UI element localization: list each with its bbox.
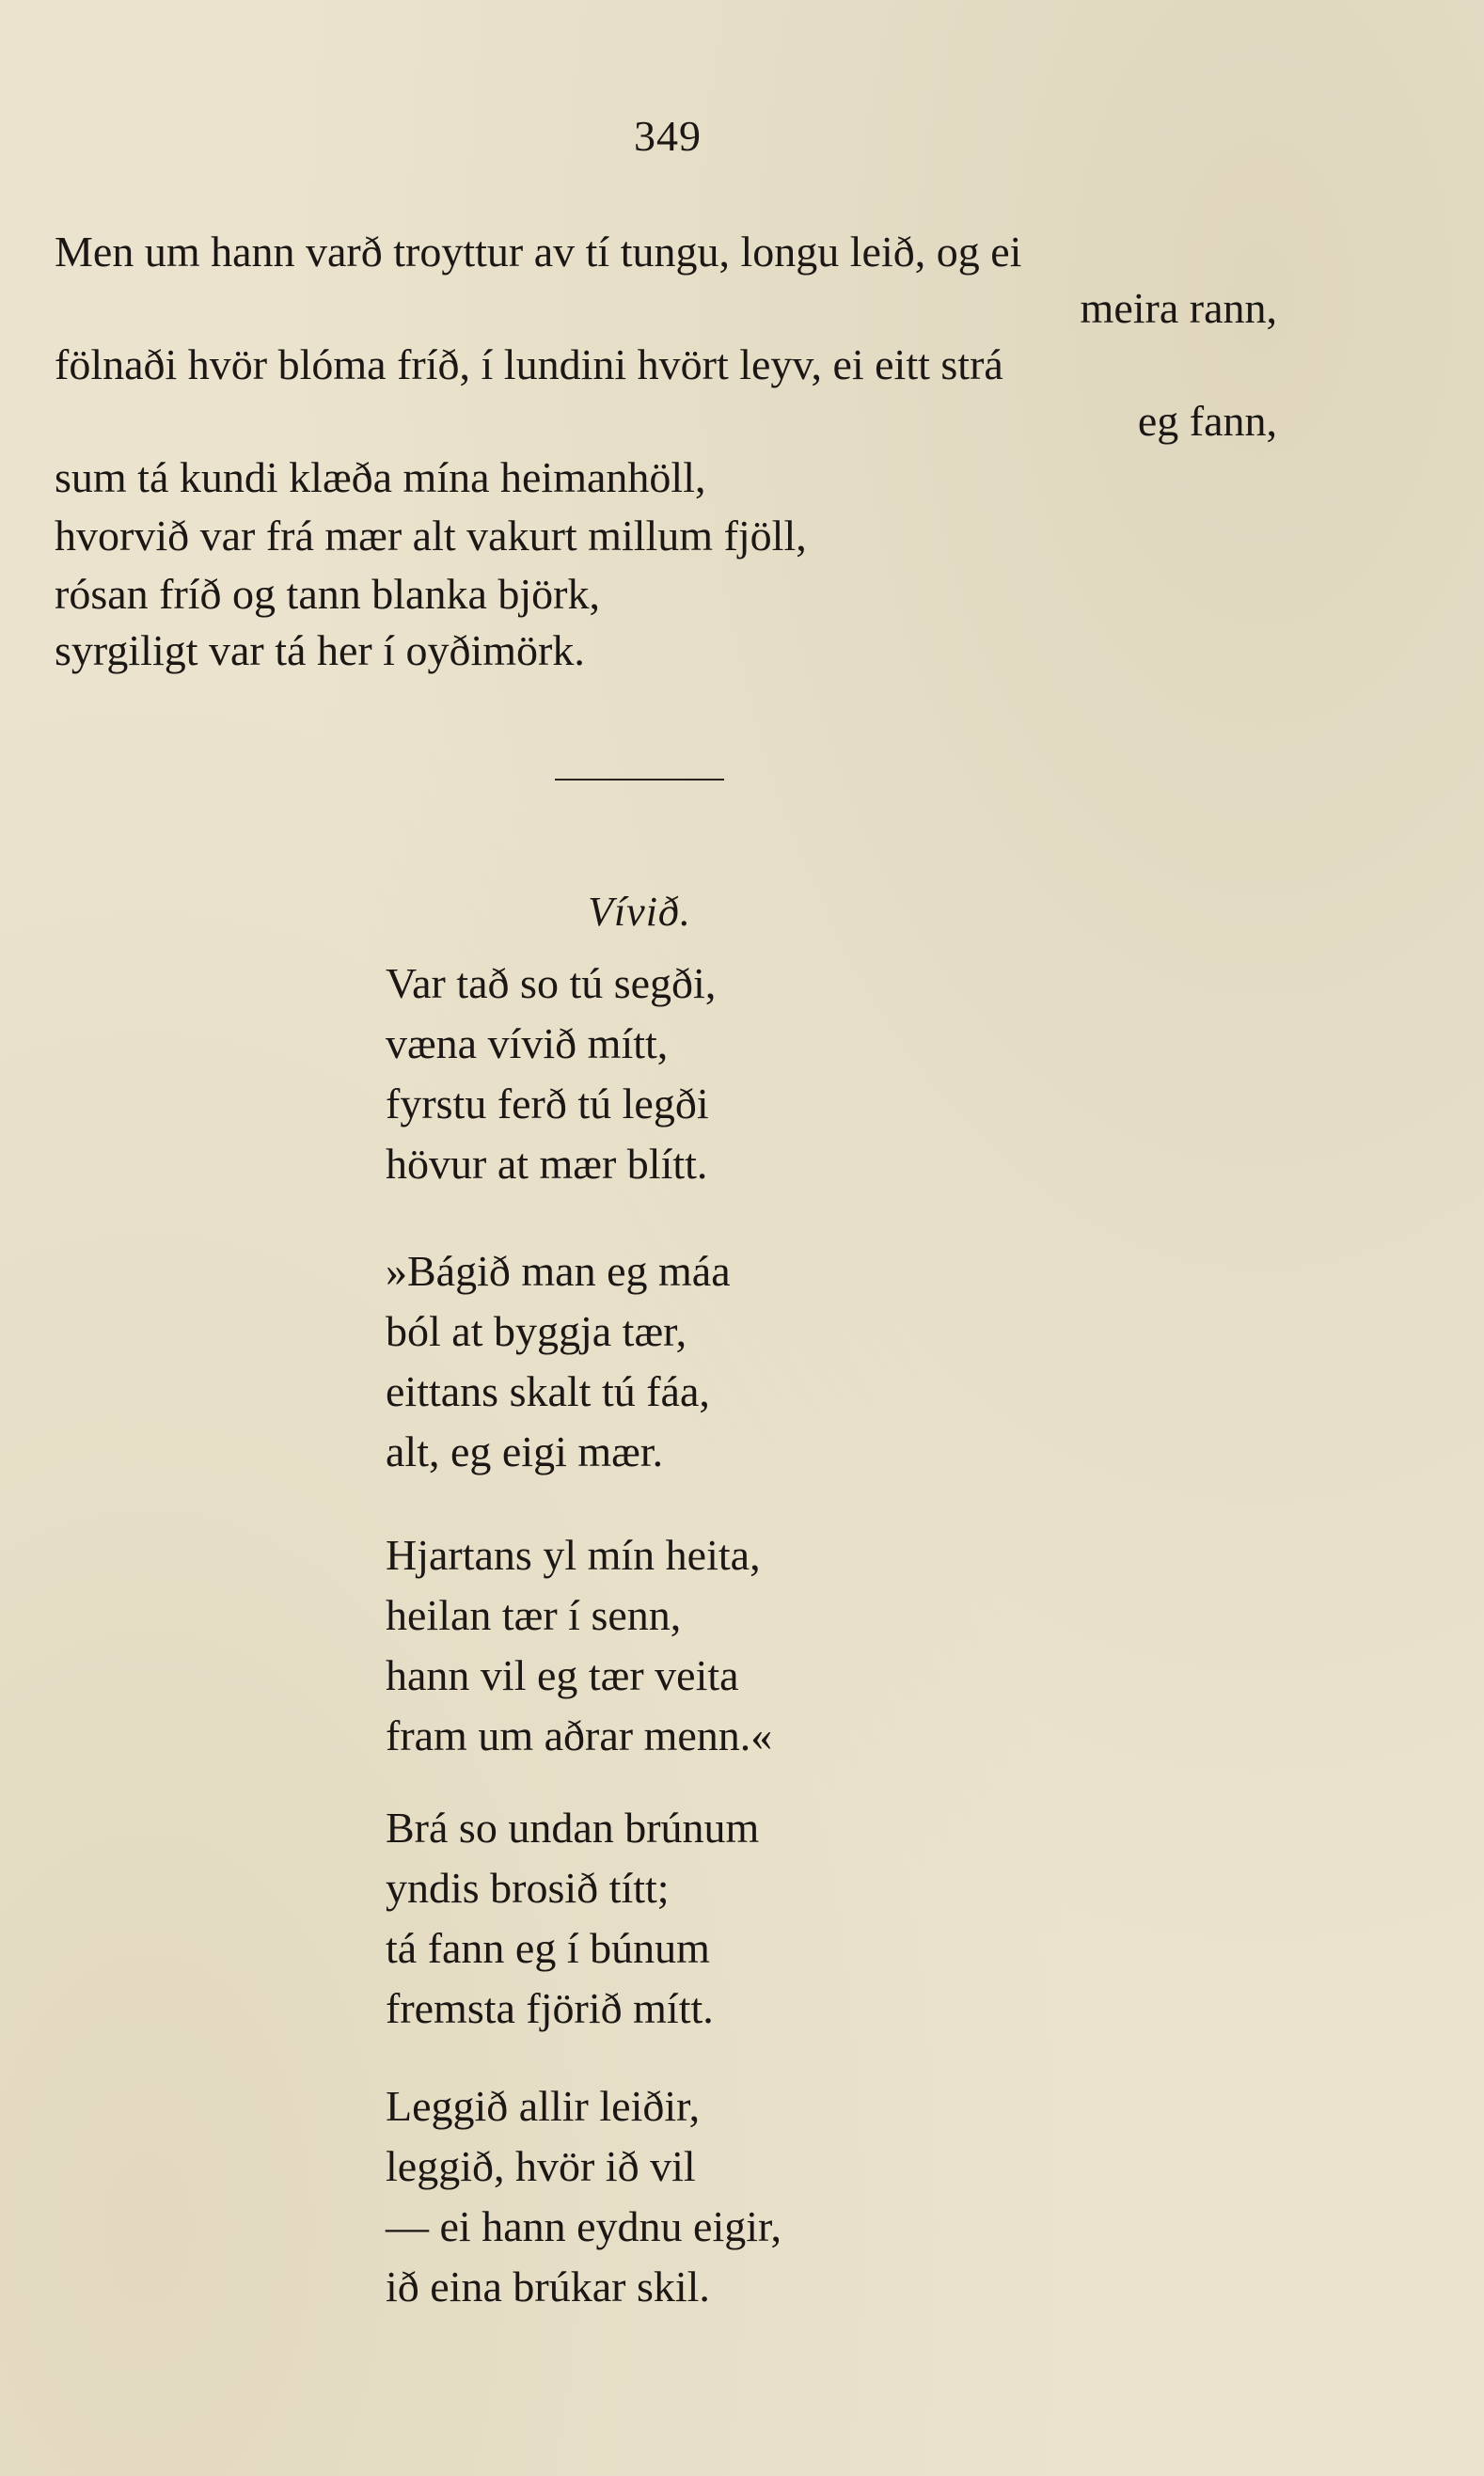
stanza-line: leggið, hvör ið vil <box>386 2142 696 2190</box>
stanza-2 <box>386 1241 731 1482</box>
opening-line-2: fölnaði hvör blóma fríð, í lundini hvört leyv, ei eitt strá <box>55 340 1003 388</box>
opening-line-6: syrgiligt var tá her í oyðimörk. <box>55 626 585 674</box>
opening-line-5: rósan fríð og tann blanka björk, <box>55 570 600 618</box>
opening-line-1: Men um hann varð troyttur av tí tungu, longu leið, og ei <box>55 228 1022 276</box>
stanza-5 <box>386 2076 781 2317</box>
stanza-line: hövur at mær blítt. <box>386 1140 708 1188</box>
stanza-line: yndis brosið títt; <box>386 1864 670 1912</box>
stanza-line: eittans skalt tú fáa, <box>386 1367 710 1415</box>
stanza-4 <box>386 1798 759 2039</box>
stanza-line: heilan tær í senn, <box>386 1591 682 1639</box>
stanza-line: Leggið allir leiðir, <box>386 2082 701 2130</box>
stanza-line: tá fann eg í búnum <box>386 1924 710 1972</box>
section-divider <box>555 779 724 781</box>
stanza-line: hann vil eg tær veita <box>386 1651 739 1699</box>
stanza-3 <box>386 1525 772 1766</box>
stanza-line: Var tað so tú segði, <box>386 959 717 1007</box>
stanza-line: — ei hann eydnu eigir, <box>386 2202 781 2250</box>
stanza-line: væna vívið mítt, <box>386 1019 669 1067</box>
opening-line-2-continuation: eg fann, <box>1137 397 1277 445</box>
opening-line-1-continuation: meira rann, <box>1080 284 1277 332</box>
opening-line-3: sum tá kundi klæða mína heimanhöll, <box>55 453 706 501</box>
stanza-line: Brá so undan brúnum <box>386 1804 760 1852</box>
stanza-line: »Bágið man eg máa <box>386 1247 731 1295</box>
stanza-line: Hjartans yl mín heita, <box>386 1531 761 1579</box>
page-number: 349 <box>634 112 702 160</box>
stanza-line: fram um aðrar menn.« <box>386 1711 773 1759</box>
poem-title: Vívið. <box>588 889 691 935</box>
stanza-line: ið eina brúkar skil. <box>386 2263 710 2310</box>
stanza-1 <box>386 954 716 1194</box>
stanza-line: fyrstu ferð tú legði <box>386 1080 709 1128</box>
stanza-line: fremsta fjörið mítt. <box>386 1984 714 2032</box>
opening-line-4: hvorvið var frá mær alt vakurt millum fjöll, <box>55 512 807 560</box>
stanza-line: alt, eg eigi mær. <box>386 1427 664 1475</box>
stanza-line: ból at byggja tær, <box>386 1307 687 1355</box>
